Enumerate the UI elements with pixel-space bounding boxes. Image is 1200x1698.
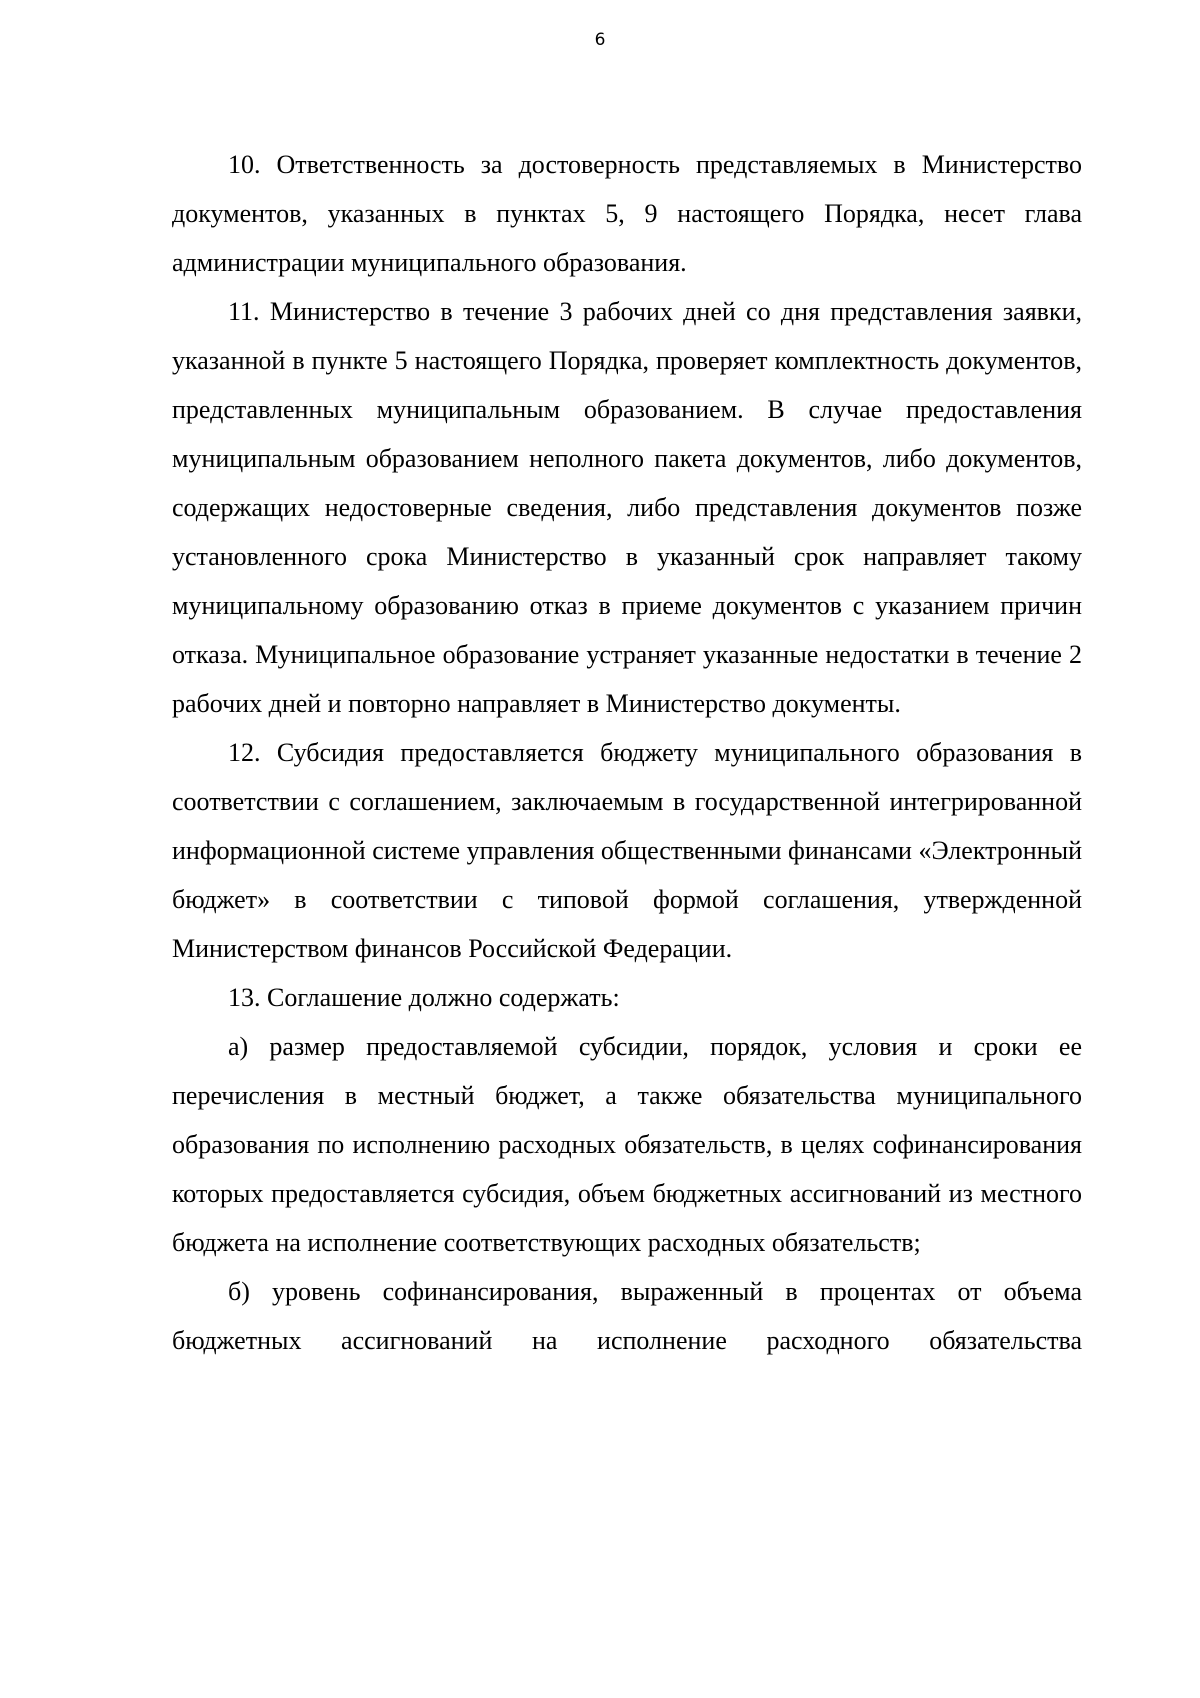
paragraph-12: 12. Субсидия предоставляется бюджету муниципального образования в соответствии с соглашением, заключаемым в государственной интегрированной информационной системе управления общественными финансами «Электронный бюджет» в соответствии с типовой формой соглашения, утвержденной Министерством финансов Российской Федерации. bbox=[172, 738, 1082, 963]
paragraph-13: 13. Соглашение должно содержать: bbox=[228, 983, 620, 1012]
page-number: 6 bbox=[594, 30, 606, 50]
paragraph-11: 11. Министерство в течение 3 рабочих дней со дня представления заявки, указанной в пункте 5 настоящего Порядка, проверяет комплектность документов, представленных муниципальным образованием. В случае предоставления муниципальным образованием неполного пакета документов, либо документов, содержащих недостоверные сведения, либо представления документов позже установленного срока Министерство в указанный срок направляет такому муниципальному образованию отказ в приеме документов с указанием причин отказа. Муниципальное образование устраняет указанные недостатки в течение 2 рабочих дней и повторно направляет в Министерство документы. bbox=[172, 297, 1082, 718]
paragraph-13-a: а) размер предоставляемой субсидии, порядок, условия и сроки ее перечисления в местный бюджет, а также обязательства муниципального образования по исполнению расходных обязательств, в целях софинансирования которых предоставляется субсидия, объем бюджетных ассигнований из местного бюджета на исполнение соответствующих расходных обязательств; bbox=[172, 1032, 1082, 1257]
paragraph-10: 10. Ответственность за достоверность представляемых в Министерство документов, указанных в пунктах 5, 9 настоящего Порядка, несет глава администрации муниципального образования. bbox=[172, 150, 1082, 277]
paragraph-13-b: б) уровень софинансирования, выраженный в процентах от объема бюджетных ассигнований на исполнение расходного обязательства bbox=[172, 1277, 1082, 1355]
document-body bbox=[172, 140, 1082, 1365]
